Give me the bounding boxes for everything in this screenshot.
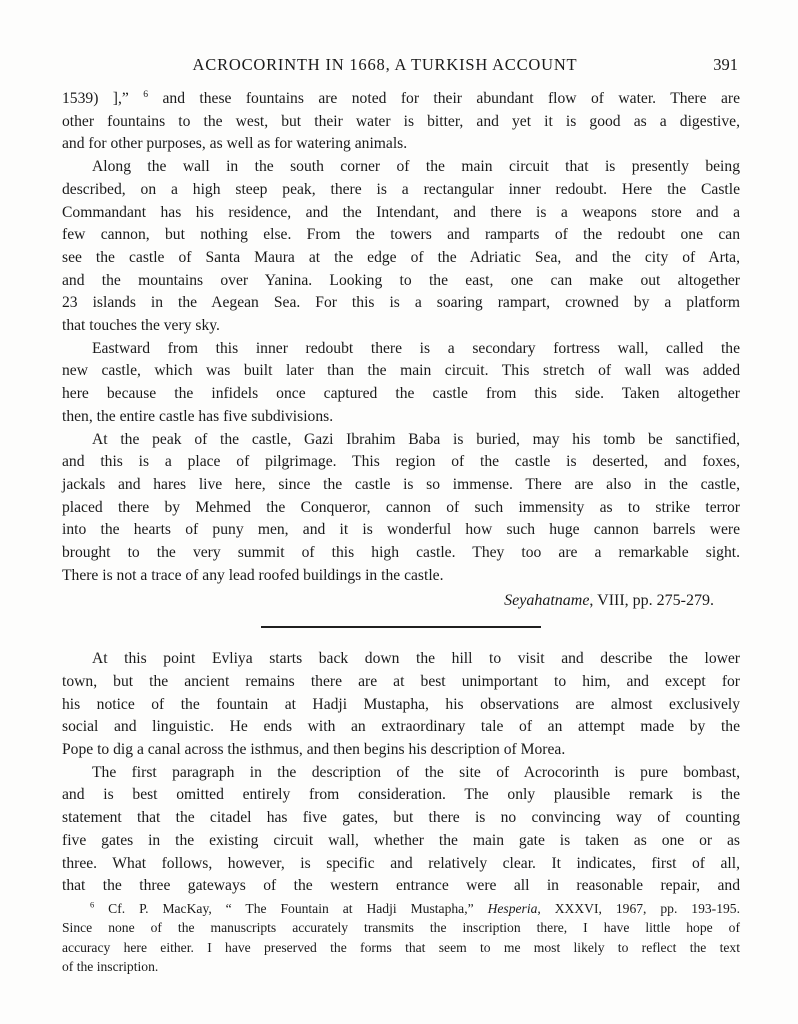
quote-text-line: 23 islands in the Aegean Sea. For this is a soaring rampart, crowned by a platform [62,294,740,312]
footnote-text-line [62,899,740,918]
quote-text-line: new castle, which was built later than the main circuit. This stretch of wall was added [62,362,740,380]
quote-text-line: then, the entire castle has five subdivisions. [62,407,334,425]
running-title: ACROCORINTH IN 1668, A TURKISH ACCOUNT [192,55,578,74]
quote-text-line: see the castle of Santa Maura at the edge of the Adriatic Sea, and the city of Arta, [62,248,740,266]
text-segment: Cf. P. MacKay, “ The Fountain at Hadji Mustapha,” [94,900,488,916]
quote-text-line: jackals and hares live here, since the castle is so immense. There are also in the castle, [62,475,740,493]
quote-text-line: and for other purposes, as well as for watering animals. [62,135,408,153]
page-number: 391 [713,55,738,74]
quote-text-line: placed there by Mehmed the Conqueror, cannon of such immensity as to strike terror [62,498,740,516]
page-content [62,88,740,976]
text-segment: 1539) ],” [62,90,144,107]
footnote-text-line: accuracy here either. I have preserved the forms that seem to me most likely to reflect the text [62,939,740,955]
quote-text-line: Along the wall in the south corner of the main circuit that is presently being [92,158,740,176]
footnote-text-line: of the inscription. [62,958,159,974]
footnote-block [62,899,740,976]
quote-text-line: described, on a high steep peak, there is a rectangular inner redoubt. Here the Castle [62,180,740,198]
citation-line [62,590,740,613]
quote-text-line: that touches the very sky. [62,317,220,335]
section-divider-rule [261,626,541,628]
quote-text-line: and this is a place of pilgrimage. This region of the castle is deserted, and foxes, [62,453,740,471]
commentary-text-line: town, but the ancient remains there are at best unimportant to him, and except for [62,672,740,690]
page-header [62,55,740,79]
text-segment: , VIII, pp. 275-279. [589,592,714,610]
quote-text-line: and the mountains over Yanina. Looking to the east, one can make out altogether [62,271,740,289]
quote-text-line: Eastward from this inner redoubt there is a secondary fortress wall, called the [92,339,740,357]
commentary-text-line: that the three gateways of the western entrance were all in reasonable repair, and [62,877,740,895]
footnote-marker: 6 [143,88,149,100]
italic-text: Seyahatname [504,592,590,610]
quote-text-line: other fountains to the west, but their water is bitter, and yet it is good as a digestive, [62,112,740,130]
text-segment: and these fountains are noted for their abundant flow of water. There are [148,90,740,107]
text-segment: , XXXVI, 1967, pp. 193-195. [537,900,740,916]
commentary-text-line: and is best omitted entirely from consideration. The only plausible remark is the [62,786,740,804]
commentary-text-line: At this point Evliya starts back down the hill to visit and describe the lower [92,650,740,668]
commentary-text-line: The first paragraph in the description of the site of Acrocorinth is pure bombast, [92,763,740,781]
footnote-marker: 6 [90,899,95,910]
quote-text-line: Commandant has his residence, and the Intendant, and there is a weapons store and a [62,203,740,221]
commentary-text [62,648,740,898]
quote-text-line: brought to the very summit of this high castle. They too are a remarkable sight. [62,544,740,562]
quote-text-line: here because the infidels once captured the castle from this side. Taken altogether [62,385,740,403]
footnote-text-line: Since none of the manuscripts accurately transmits the inscription there, I have little hope of [62,920,740,936]
quote-text-line [62,88,740,111]
commentary-text-line: statement that the citadel has five gates, but there is no convincing way of counting [62,809,740,827]
commentary-text-line: five gates in the existing circuit wall, whether the main gate is taken as one or as [62,831,740,849]
italic-text: Hesperia [487,900,538,916]
quote-text-line: There is not a trace of any lead roofed buildings in the castle. [62,566,444,584]
quote-text-line: few cannon, but nothing else. From the towers and ramparts of the redoubt one can [62,226,740,244]
quote-text-line: into the hearts of puny men, and it is wonderful how such huge cannon barrels were [62,521,740,539]
commentary-text-line: his notice of the fountain at Hadji Mustapha, his observations are almost exclusively [62,695,740,713]
quote-text-line: At the peak of the castle, Gazi Ibrahim Baba is buried, may his tomb be sanctified, [92,430,740,448]
commentary-text-line: social and linguistic. He ends with an extraordinary tale of an attempt made by the [62,718,740,736]
quoted-translation-text [62,88,740,587]
commentary-text-line: Pope to dig a canal across the isthmus, and then begins his description of Morea. [62,740,566,758]
commentary-text-line: three. What follows, however, is specific and relatively clear. It indicates, first of all, [62,854,740,872]
